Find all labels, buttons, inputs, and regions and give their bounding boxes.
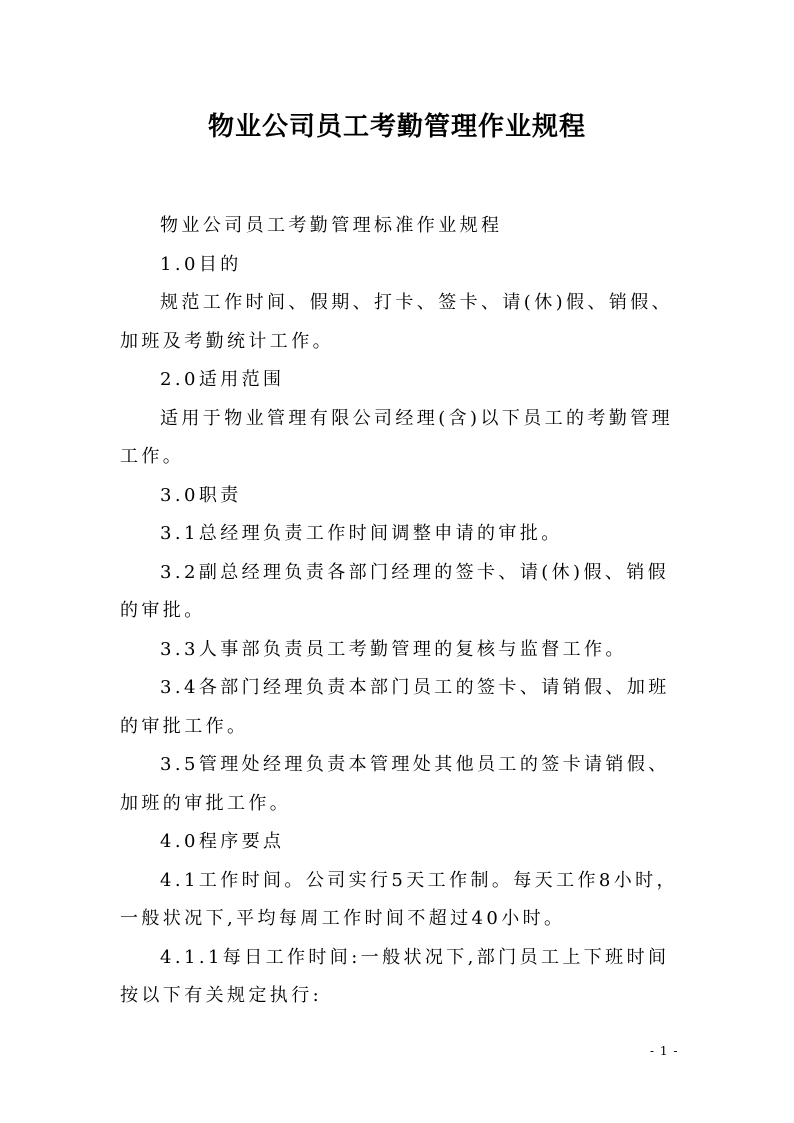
paragraph-line: 按以下有关规定执行:: [120, 985, 323, 1006]
paragraph: [120, 284, 688, 361]
paragraph: [120, 939, 688, 1016]
paragraph-line: 2.0适用范围: [160, 369, 285, 390]
paragraph: [120, 554, 688, 631]
paragraph-line: 3.3人事部负责员工考勤管理的复核与监督工作。: [160, 638, 627, 660]
section-heading: [120, 823, 688, 862]
paragraph-line: 4.1.1每日工作时间:一般状况下,部门员工上下班时间: [160, 946, 670, 968]
paragraph: [120, 631, 688, 670]
section-heading: [120, 246, 688, 285]
paragraph-line: 的审批。: [120, 600, 206, 621]
paragraph-line: 规范工作时间、假期、打卡、签卡、请(休)假、销假、: [160, 292, 674, 313]
paragraph-line: 3.4各部门经理负责本部门员工的签卡、请销假、加班: [160, 677, 670, 698]
section-heading: [120, 477, 688, 516]
paragraph-line: 加班及考勤统计工作。: [120, 330, 334, 352]
paragraph: [120, 746, 688, 823]
paragraph-line: 3.5管理处经理负责本管理处其他员工的签卡请销假、: [160, 754, 670, 775]
document-body: [120, 207, 688, 1016]
paragraph-line: 1.0目的: [160, 253, 242, 275]
paragraph-line: 4.0程序要点: [160, 831, 285, 852]
document-title: 物业公司员工考勤管理作业规程: [207, 112, 586, 142]
paragraph: [120, 400, 688, 477]
paragraph-line: 3.1总经理负责工作时间调整申请的审批。: [160, 523, 563, 544]
paragraph: [120, 862, 688, 939]
paragraph: [120, 515, 688, 554]
paragraph-line: 的审批工作。: [120, 715, 249, 737]
paragraph: [120, 207, 688, 246]
paragraph-line: 4.1工作时间。公司实行5天工作制。每天工作8小时，: [160, 869, 678, 891]
paragraph: [120, 669, 688, 746]
page-number: - 1 -: [650, 1044, 679, 1058]
paragraph-line: 一般状况下,平均每周工作时间不超过40小时。: [120, 908, 566, 929]
paragraph-line: 加班的审批工作。: [120, 792, 292, 814]
paragraph-line: 适用于物业管理有限公司经理(含)以下员工的考勤管理: [160, 407, 674, 429]
paragraph-line: 工作。: [120, 446, 185, 467]
section-heading: [120, 361, 688, 400]
paragraph-line: 3.2副总经理负责各部门经理的签卡、请(休)假、销假: [160, 561, 670, 583]
paragraph-line: 物业公司员工考勤管理标准作业规程: [160, 215, 503, 236]
paragraph-line: 3.0职责: [160, 484, 242, 506]
